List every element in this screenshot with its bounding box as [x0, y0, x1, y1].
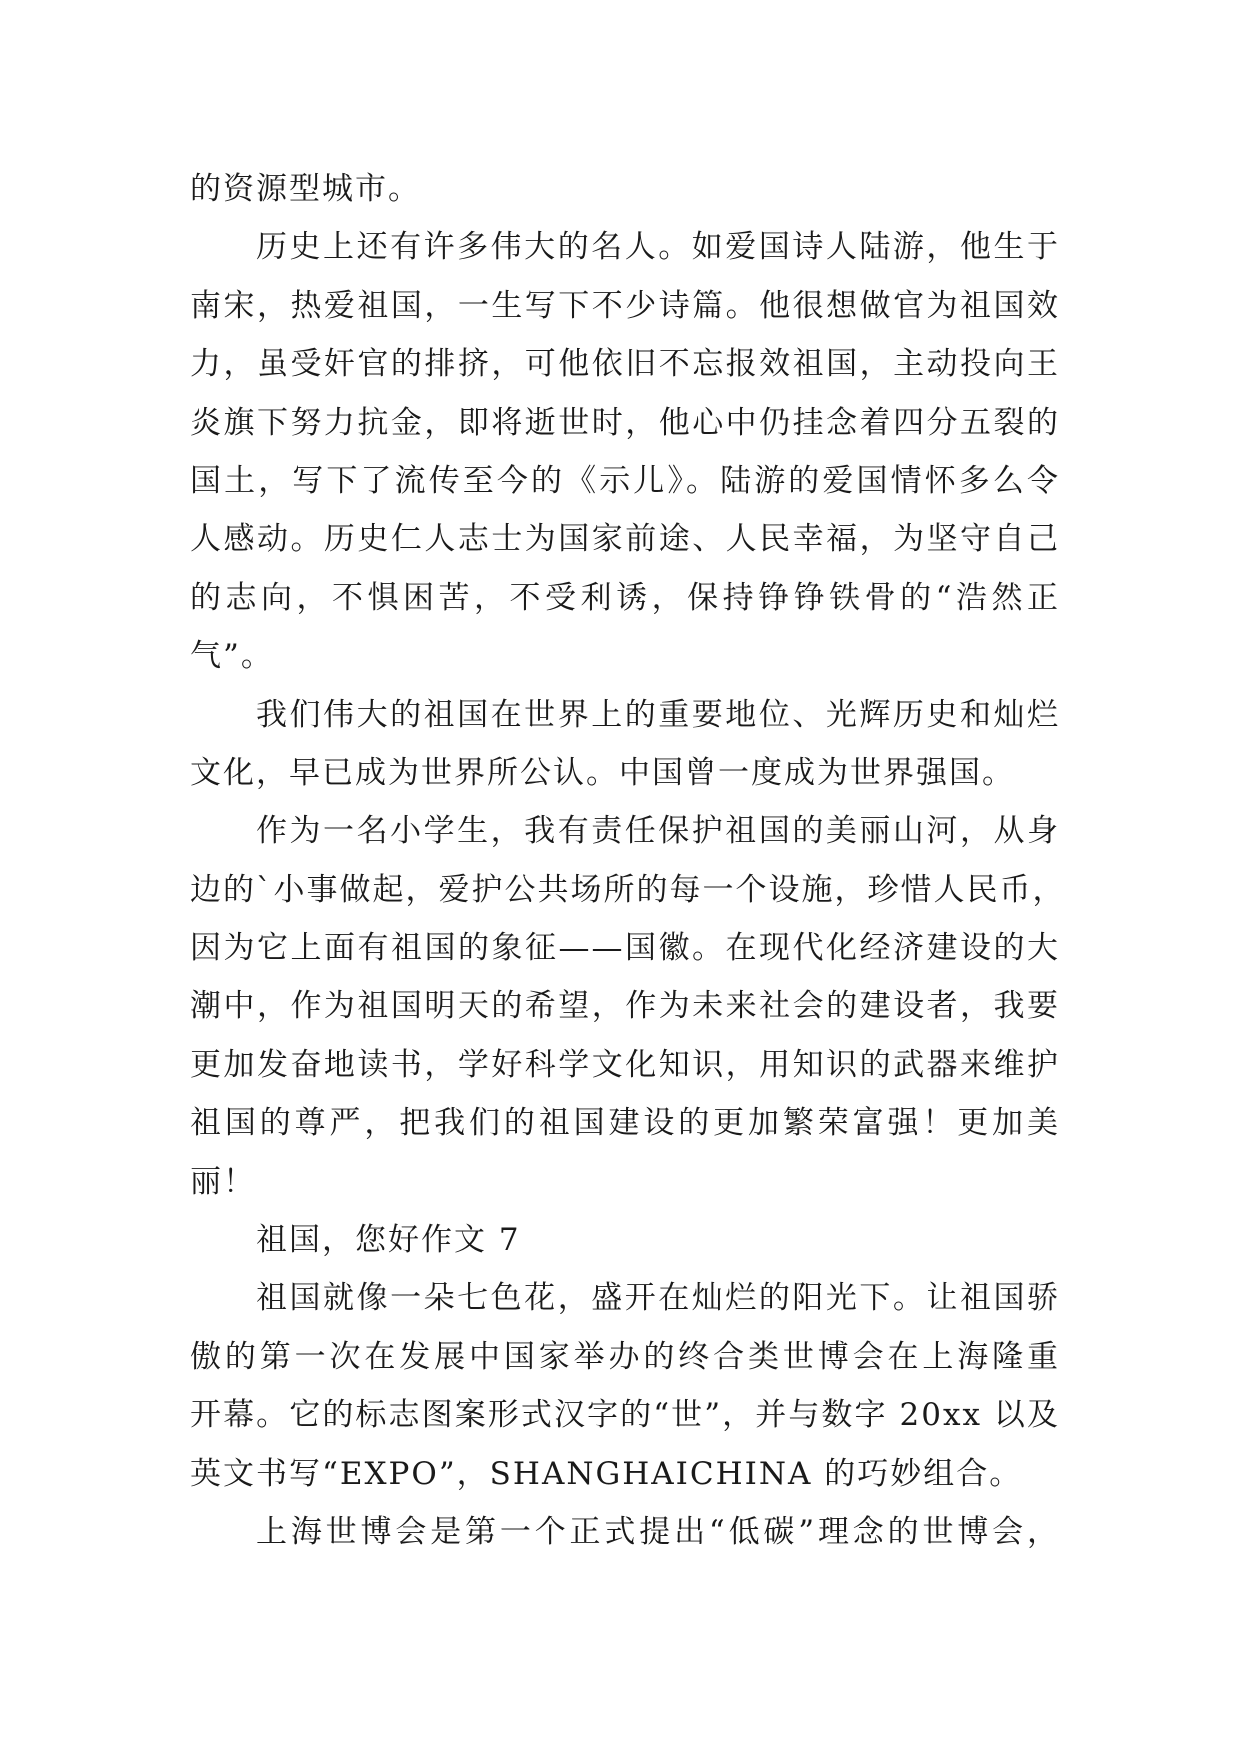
text-line: 边的`小事做起，爱护公共场所的每一个设施，珍惜人民币，	[190, 871, 1066, 908]
text-line: 炎旗下努力抗金，即将逝世时，他心中仍挂念着四分五裂的	[190, 404, 1060, 441]
text-line: 作为一名小学生，我有责任保护祖国的美丽山河，从身	[256, 813, 1060, 850]
text-line: 气”。	[190, 638, 274, 675]
text-line: 历史上还有许多伟大的名人。如爱国诗人陆游，他生于	[256, 229, 1060, 266]
text-line: 祖国就像一朵七色花，盛开在灿烂的阳光下。让祖国骄	[256, 1280, 1060, 1317]
text-line: 国土，写下了流传至今的《示儿》。陆游的爱国情怀多么令	[190, 462, 1060, 499]
text-line: 英文书写“EXPO”，SHANGHAICHINA 的巧妙组合。	[190, 1455, 1023, 1492]
text-line: 文化，早已成为世界所公认。中国曾一度成为世界强国。	[190, 754, 1015, 791]
text-line: 开幕。它的标志图案形式汉字的“世”，并与数字 20xx 以及	[190, 1397, 1060, 1434]
text-line: 丽！	[190, 1163, 256, 1200]
text-line: 祖国的尊严，把我们的祖国建设的更加繁荣富强！更加美	[190, 1105, 1060, 1142]
text-line: 的志向，不惧困苦，不受利诱，保持铮铮铁骨的“浩然正	[190, 579, 1060, 616]
text-line: 更加发奋地读书，学好科学文化知识，用知识的武器来维护	[190, 1046, 1060, 1083]
document-body	[190, 160, 1066, 1561]
text-line: 力，虽受奸官的排挤，可他依旧不忘报效祖国，主动投向王	[190, 346, 1060, 383]
text-line: 南宋，热爱祖国，一生写下不少诗篇。他很想做官为祖国效	[190, 287, 1060, 324]
text-line: 祖国，您好作文 7	[256, 1222, 521, 1259]
text-line: 傲的第一次在发展中国家举办的终合类世博会在上海隆重	[190, 1338, 1060, 1375]
text-line: 人感动。历史仁人志士为国家前途、人民幸福，为坚守自己	[190, 521, 1060, 558]
text-line: 的资源型城市。	[190, 171, 421, 207]
text-line: 上海世博会是第一个正式提出“低碳”理念的世博会，	[256, 1513, 1060, 1550]
text-line: 因为它上面有祖国的象征——国徽。在现代化经济建设的大	[190, 930, 1060, 967]
text-line: 我们伟大的祖国在世界上的重要地位、光辉历史和灿烂	[256, 696, 1060, 733]
text-line: 潮中，作为祖国明天的希望，作为未来社会的建设者，我要	[190, 988, 1060, 1025]
